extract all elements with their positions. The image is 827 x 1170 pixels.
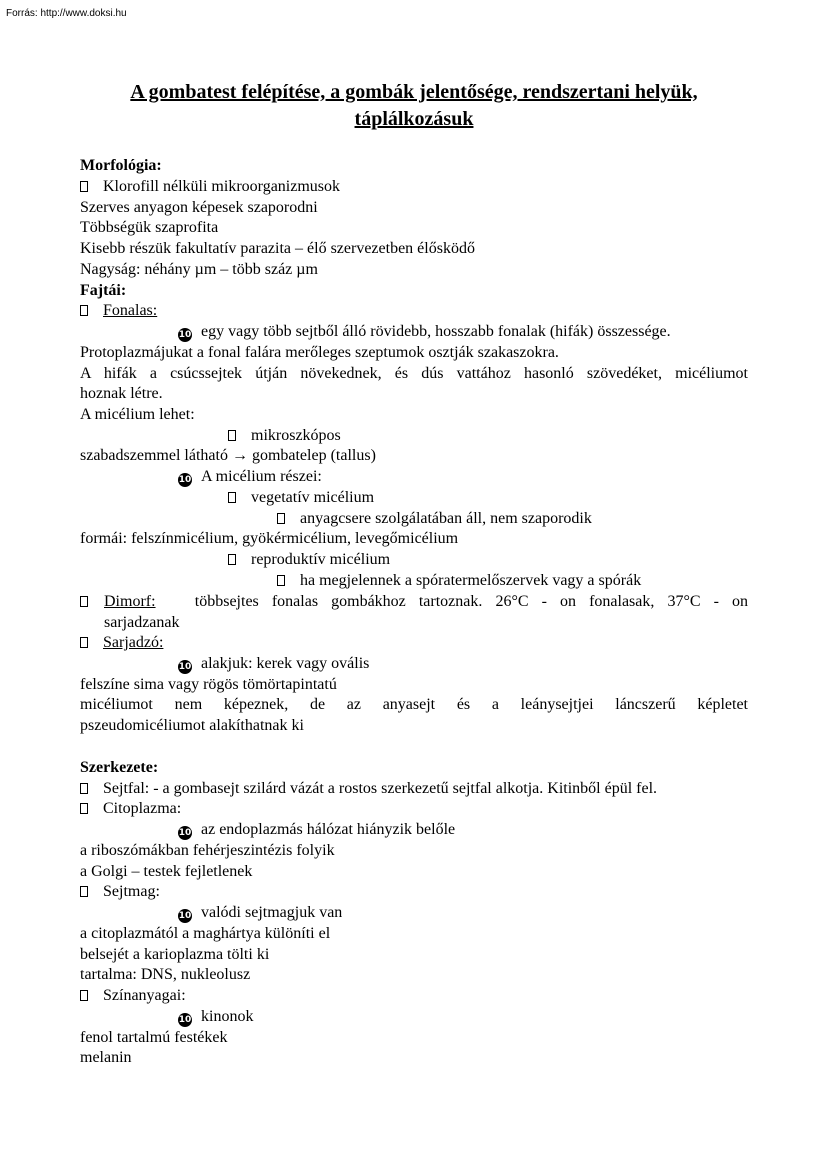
- page-title: [80, 79, 748, 133]
- text-line: Nagyság: néhány µm – több száz µm: [80, 261, 318, 278]
- dimorf-line-1: Dimorf: többsejtes fonalas gombákhoz tartoznak. 26°C - on fonalasak, 37°C - on: [104, 593, 749, 610]
- checkbox-bullet-icon: [80, 783, 88, 794]
- checkbox-bullet-icon: [80, 886, 88, 897]
- numbered-bullet-icon: 10: [178, 911, 192, 921]
- text-line: formái: felszínmicélium, gyökérmicélium, levegőmicélium: [80, 530, 459, 547]
- list-item: 10 valódi sejtmagjuk van: [178, 904, 343, 921]
- heading-szerkezete: Szerkezete:: [80, 759, 159, 776]
- text-line: Többségük szaprofita: [80, 219, 219, 236]
- text-line: a Golgi – testek fejletlenek: [80, 863, 253, 880]
- checkbox-bullet-icon: [277, 513, 285, 524]
- text-line: A hifák a csúcssejtek útján növekednek, és dús vattához hasonló szövedéket, micéliumot: [80, 365, 748, 382]
- list-item: vegetatív micélium: [228, 488, 374, 509]
- list-item: Színanyagai:: [80, 986, 186, 1007]
- list-item: 10 alakjuk: kerek vagy ovális: [178, 655, 370, 672]
- text-line: a riboszómákban fehérjeszintézis folyik: [80, 842, 335, 859]
- text-line: felszíne sima vagy rögös tömörtapintatú: [80, 676, 337, 693]
- list-item: Sejtfal: - a gombasejt szilárd vázát a rostos szerkezetű sejtfal alkotja. Kitinből épül fel.: [80, 779, 657, 800]
- list-item: Klorofill nélküli mikroorganizmusok: [80, 177, 340, 198]
- text-line: pszeudomicéliumot alakíthatnak ki: [80, 717, 304, 734]
- checkbox-bullet-icon: [80, 803, 88, 814]
- title-line-2: táplálkozásuk: [354, 108, 474, 130]
- checkbox-bullet-icon: [80, 181, 88, 192]
- dimorf-paragraph: [104, 592, 748, 633]
- list-item: 10 kinonok: [178, 1008, 254, 1025]
- text-line: micéliumot nem képeznek, de az anyasejt és a leánysejtjei láncszerű képletet: [80, 696, 748, 713]
- checkbox-bullet-icon: [80, 305, 88, 316]
- dimorf-line-2: sarjadzanak: [104, 613, 180, 631]
- source-url: Forrás: http://www.doksi.hu: [6, 8, 127, 19]
- numbered-bullet-icon: 10: [178, 1015, 192, 1025]
- list-item: 10 egy vagy több sejtből álló rövidebb, hosszabb fonalak (hifák) összessége.: [178, 323, 671, 340]
- checkbox-bullet-icon: [228, 492, 236, 503]
- list-item: Sejtmag:: [80, 882, 160, 903]
- title-line-1: A gombatest felépítése, a gombák jelentősége, rendszertani helyük,: [130, 81, 698, 103]
- text-line: tartalma: DNS, nukleolusz: [80, 966, 251, 983]
- text-line: melanin: [80, 1049, 132, 1066]
- list-item: [80, 592, 103, 613]
- numbered-bullet-icon: 10: [178, 475, 192, 485]
- list-item: Fonalas:: [80, 301, 157, 322]
- text-line: belsejét a karioplazma tölti ki: [80, 946, 270, 963]
- checkbox-bullet-icon: [80, 637, 88, 648]
- list-item: Sarjadzó:: [80, 633, 163, 654]
- text-line: szabadszemmel látható → gombatelep (tallus): [80, 447, 376, 464]
- list-item: Citoplazma:: [80, 799, 181, 820]
- heading-fajtai: Fajtái:: [80, 282, 127, 299]
- numbered-bullet-icon: 10: [178, 828, 192, 838]
- checkbox-bullet-icon: [228, 430, 236, 441]
- checkbox-bullet-icon: [80, 596, 88, 607]
- list-item: reproduktív micélium: [228, 550, 390, 571]
- list-item: ha megjelennek a spóratermelőszervek vagy a spórák: [277, 571, 641, 592]
- checkbox-bullet-icon: [277, 575, 285, 586]
- text-line: Szerves anyagon képesek szaporodni: [80, 199, 318, 216]
- list-item: 10 A micélium részei:: [178, 468, 322, 485]
- text-line: A micélium lehet:: [80, 406, 195, 423]
- heading-morfologia: Morfológia:: [80, 157, 162, 174]
- text-line: Kisebb részük fakultatív parazita – élő szervezetben élősködő: [80, 240, 475, 257]
- numbered-bullet-icon: 10: [178, 662, 192, 672]
- checkbox-bullet-icon: [228, 554, 236, 565]
- text-line: Protoplazmájukat a fonal falára merőleges szeptumok osztják szakaszokra.: [80, 344, 559, 361]
- list-item: 10 az endoplazmás hálózat hiányzik belőle: [178, 821, 456, 838]
- checkbox-bullet-icon: [80, 990, 88, 1001]
- text-line: a citoplazmától a maghártya különíti el: [80, 925, 331, 942]
- text-line: fenol tartalmú festékek: [80, 1029, 228, 1046]
- list-item: mikroszkópos: [228, 426, 341, 447]
- text-line: hoznak létre.: [80, 385, 163, 402]
- numbered-bullet-icon: 10: [178, 330, 192, 340]
- list-item: anyagcsere szolgálatában áll, nem szaporodik: [277, 509, 592, 530]
